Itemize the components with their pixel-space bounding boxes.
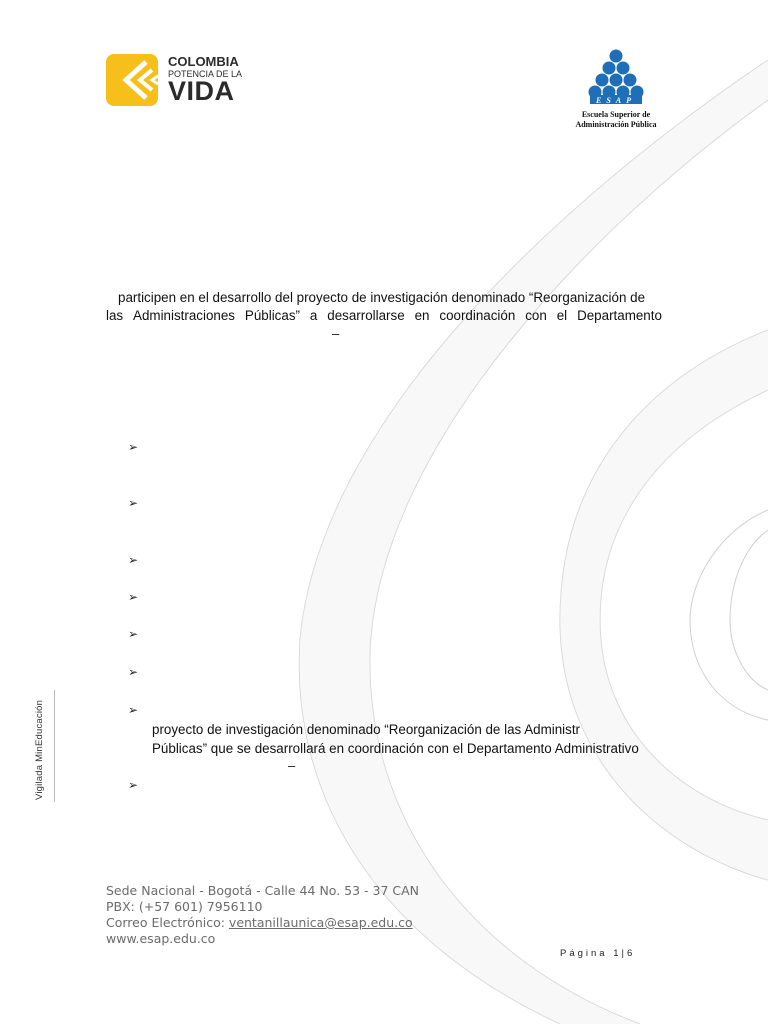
paragraph-1-line-2 [106,307,662,325]
bullet-5: ➢ [128,627,139,641]
paragraph-1-word: el [556,308,568,323]
bullet-2: ➢ [128,496,139,510]
esap-name-line1: Escuela Superior de [581,110,651,119]
paragraph-1-line-1: participen en el desarrollo del proyecto de investigación denominado “Reorganización de [118,290,646,305]
colombia-logo-line1: COLOMBIA [168,54,239,69]
bullet-6: ➢ [128,665,139,679]
colombia-logo-icon [106,52,162,108]
paragraph-1-dash: – [332,326,340,341]
footer-email-link[interactable]: ventanillaunica@esap.edu.co [228,915,413,930]
footer-email-row [106,915,419,931]
bullet-3: ➢ [128,553,139,567]
bullet-paragraph-dash: – [288,758,296,773]
footer-phone: PBX: (+57 601) 7956110 [106,899,263,914]
bullet-paragraph-line-1: proyecto de investigación denominado “Reorganización de las Administr [152,722,581,737]
page-current: 1 [613,948,622,959]
side-divider [54,690,55,802]
esap-dots-icon [566,48,666,108]
bullet-paragraph-line-2: Públicas” que se desarrollará en coordinación con el Departamento Administrativo [152,741,639,756]
page-total: 6 [627,948,636,959]
page-number: Página 1|6 [560,948,636,959]
footer-email-label: Correo Electrónico: [106,915,229,930]
paragraph-1-word: Públicas” [244,308,300,323]
paragraph-1-word: Departamento [577,308,662,323]
colombia-logo-line2: POTENCIA DE LA [168,69,243,79]
footer-address: Sede Nacional - Bogotá - Calle 44 No. 53 - 37 CAN [106,883,420,898]
paragraph-1-word: coordinación [439,308,516,323]
paragraph-1-word: Administraciones [133,308,235,323]
footer-website: www.esap.edu.co [106,931,216,946]
bullet-1: ➢ [128,440,139,454]
bullet-4: ➢ [128,590,139,604]
bullet-7: ➢ [128,703,139,717]
paragraph-1-word: con [525,308,547,323]
esap-name-line2: Administración Pública [575,120,657,129]
page-label: Página [560,948,608,959]
colombia-logo-line3: VIDA [168,76,235,106]
paragraph-1-word: a [309,308,318,323]
paragraph-1-word: las [106,308,124,323]
paragraph-1-word: en [414,308,430,323]
paragraph-1-word: desarrollarse [327,308,405,323]
esap-logo [566,48,666,138]
esap-acronym: ESAP [595,96,637,105]
bullet-8: ➢ [128,778,139,792]
vigilada-mineducacion-label: Vigilada MinEducación [34,699,45,800]
colombia-potencia-logo [106,52,256,108]
footer-contact [106,883,419,947]
